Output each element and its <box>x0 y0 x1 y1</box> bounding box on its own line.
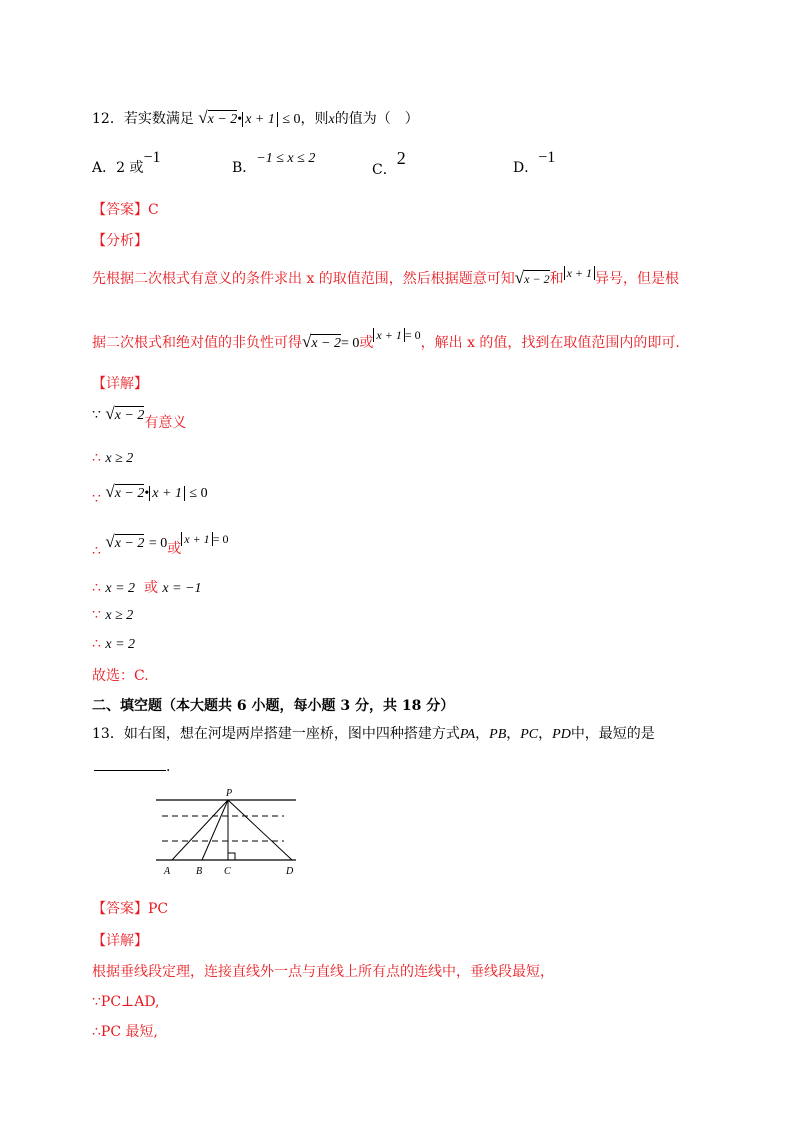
bridge-figure <box>150 786 310 878</box>
q12-number: 12． <box>92 111 124 127</box>
option-a-label: A． <box>92 160 117 176</box>
step1-text: 有意义 <box>144 415 187 431</box>
answer-tag: 【答案】 <box>92 901 148 917</box>
blank-end: . <box>166 759 171 775</box>
q12-stem-abs: x + 1 <box>242 112 278 127</box>
q13-sep3: ， <box>538 726 553 742</box>
step5-or: 或 <box>143 580 158 596</box>
q12-answer <box>92 200 159 220</box>
analysis-line1-abs: x + 1 <box>564 266 595 280</box>
segment-pd <box>228 800 292 860</box>
sqrt-symbol: √ <box>105 532 115 551</box>
analysis-line2-abs: x + 1 <box>373 328 404 342</box>
q12-option-c <box>372 148 406 180</box>
q12-step-1 <box>92 404 187 431</box>
q13-stem-b: 中，最短的是 <box>570 726 655 742</box>
option-c-math: 2 <box>396 148 406 168</box>
sqrt-symbol: √ <box>302 332 312 351</box>
step4-or: 或 <box>167 541 182 557</box>
step3-sqrt: x − 2 <box>114 486 145 501</box>
q12-step-4 <box>92 532 229 559</box>
segment-pa <box>172 800 228 860</box>
step4-sqrt: x − 2 <box>114 536 145 551</box>
q13-sep2: ， <box>506 726 521 742</box>
q12-stem-dot: • <box>237 112 243 127</box>
figure-label-p: P <box>226 788 233 799</box>
step7-math: x = 2 <box>105 637 136 652</box>
q13-stem-pa: PA <box>459 727 476 742</box>
step4-eq: = 0 <box>148 536 168 551</box>
q12-conclusion: 故选：C. <box>92 668 149 684</box>
q12-analysis-line1 <box>92 268 679 289</box>
step1-sqrt: x − 2 <box>114 408 145 423</box>
q12-stem-suffix-1: ，则 <box>300 111 329 127</box>
analysis-line1-sqrt: x − 2 <box>524 272 550 286</box>
q12-stem-rel: ≤ 0 <box>282 112 301 127</box>
step3-dot: • <box>144 486 150 501</box>
analysis-line2-eq1: = 0 <box>341 336 360 351</box>
option-a-text: 2 或 <box>116 160 144 176</box>
q13-stem-pc: PC <box>520 727 539 742</box>
sqrt-symbol: √ <box>514 268 525 287</box>
step2-symbol: ∴ <box>92 450 101 466</box>
sqrt-symbol: √ <box>105 482 115 501</box>
option-d-math: −1 <box>538 149 556 166</box>
section2-heading: 二、填空题（本大题共 6 小题，每小题 3 分，共 18 分） <box>92 698 455 714</box>
sqrt-symbol: √ <box>198 108 208 127</box>
blank-line <box>94 756 166 771</box>
q12-analysis-tag: 【分析】 <box>92 233 148 249</box>
step3-abs: x + 1 <box>149 486 185 501</box>
step1-symbol: ∵ <box>92 407 101 423</box>
q12-stem-var: x <box>328 112 335 127</box>
answer-tag: 【答案】 <box>92 202 148 218</box>
q12-analysis-line2 <box>92 328 680 354</box>
step4-abs: x + 1 <box>181 532 212 546</box>
q13-detail-tag: 【详解】 <box>92 933 148 949</box>
q12-step-5 <box>92 578 202 599</box>
q13-number: 13． <box>92 726 124 742</box>
analysis-line2-c: ，解出 x 的值，找到在取值范围内的即可. <box>420 335 680 351</box>
analysis-line2-eq2: = 0 <box>404 328 421 342</box>
q13-detail-line2: ∵PC⊥AD, <box>92 994 160 1010</box>
figure-label-a: A <box>164 866 171 877</box>
analysis-line2-sqrt: x − 2 <box>311 336 342 351</box>
option-a-math: −1 <box>143 149 161 166</box>
q13-stem-pb: PB <box>489 727 507 742</box>
analysis-line1-c: 异号，但是根 <box>595 271 680 287</box>
q12-stem-sqrt: x − 2 <box>207 112 238 127</box>
step7-symbol: ∴ <box>92 636 101 652</box>
q12-stem-suffix-2: 的值为（ ） <box>334 111 419 127</box>
sqrt-symbol: √ <box>105 404 115 423</box>
step5-math2: x = −1 <box>162 581 202 596</box>
q12-step-7 <box>92 634 135 655</box>
step3-rel: ≤ 0 <box>189 486 208 501</box>
step6-symbol: ∵ <box>92 607 101 623</box>
q12-option-d <box>513 149 556 178</box>
q12-stem <box>92 108 419 130</box>
q13-detail-line1: 根据垂线段定理，连接直线外一点与直线上所有点的连线中，垂线段最短， <box>92 964 554 980</box>
step6-math: x ≥ 2 <box>105 608 134 623</box>
right-angle-mark <box>228 853 235 860</box>
q12-detail-tag: 【详解】 <box>92 376 148 392</box>
analysis-line1-a: 先根据二次根式有意义的条件求出 x 的取值范围，然后根据题意可知 <box>92 271 515 287</box>
q13-stem-a: 如右图，想在河堤两岸搭建一座桥，图中四种搭建方式 <box>123 726 460 742</box>
option-d-label: D． <box>513 160 539 176</box>
q12-step-2 <box>92 448 133 469</box>
q13-stem-pd: PD <box>552 727 571 742</box>
answer-value: C <box>148 202 159 218</box>
q12-stem-prefix: 若实数满足 <box>123 111 194 127</box>
answer-value: PC <box>148 901 169 917</box>
q13-detail-line3: ∴PC 最短, <box>92 1024 158 1040</box>
step4-symbol: ∴ <box>92 543 101 559</box>
step3-symbol: ∵ <box>92 491 101 507</box>
option-b-math: −1 ≤ x ≤ 2 <box>256 151 316 166</box>
step5-symbol: ∴ <box>92 580 101 596</box>
option-b-label: B． <box>232 160 257 176</box>
analysis-line1-b: 和 <box>549 271 564 287</box>
q13-sep1: ， <box>475 726 490 742</box>
q13-answer-blank <box>94 756 170 777</box>
q12-step-6 <box>92 605 133 626</box>
q12-option-b <box>232 151 316 179</box>
option-c-label: C． <box>372 162 397 178</box>
analysis-line2-a: 据二次根式和绝对值的非负性可得 <box>92 335 302 351</box>
q12-option-a <box>92 149 161 178</box>
q13-stem <box>92 724 655 745</box>
step5-math1: x = 2 <box>105 581 136 596</box>
figure-label-d: D <box>286 866 294 877</box>
figure-label-c: C <box>224 866 231 877</box>
figure-label-b: B <box>196 866 203 877</box>
segment-pb <box>202 800 228 860</box>
analysis-line2-or: 或 <box>359 335 374 351</box>
q13-answer <box>92 899 168 919</box>
q12-step-3 <box>92 482 208 507</box>
step4-eq2: = 0 <box>212 532 229 546</box>
step2-math: x ≥ 2 <box>105 451 134 466</box>
